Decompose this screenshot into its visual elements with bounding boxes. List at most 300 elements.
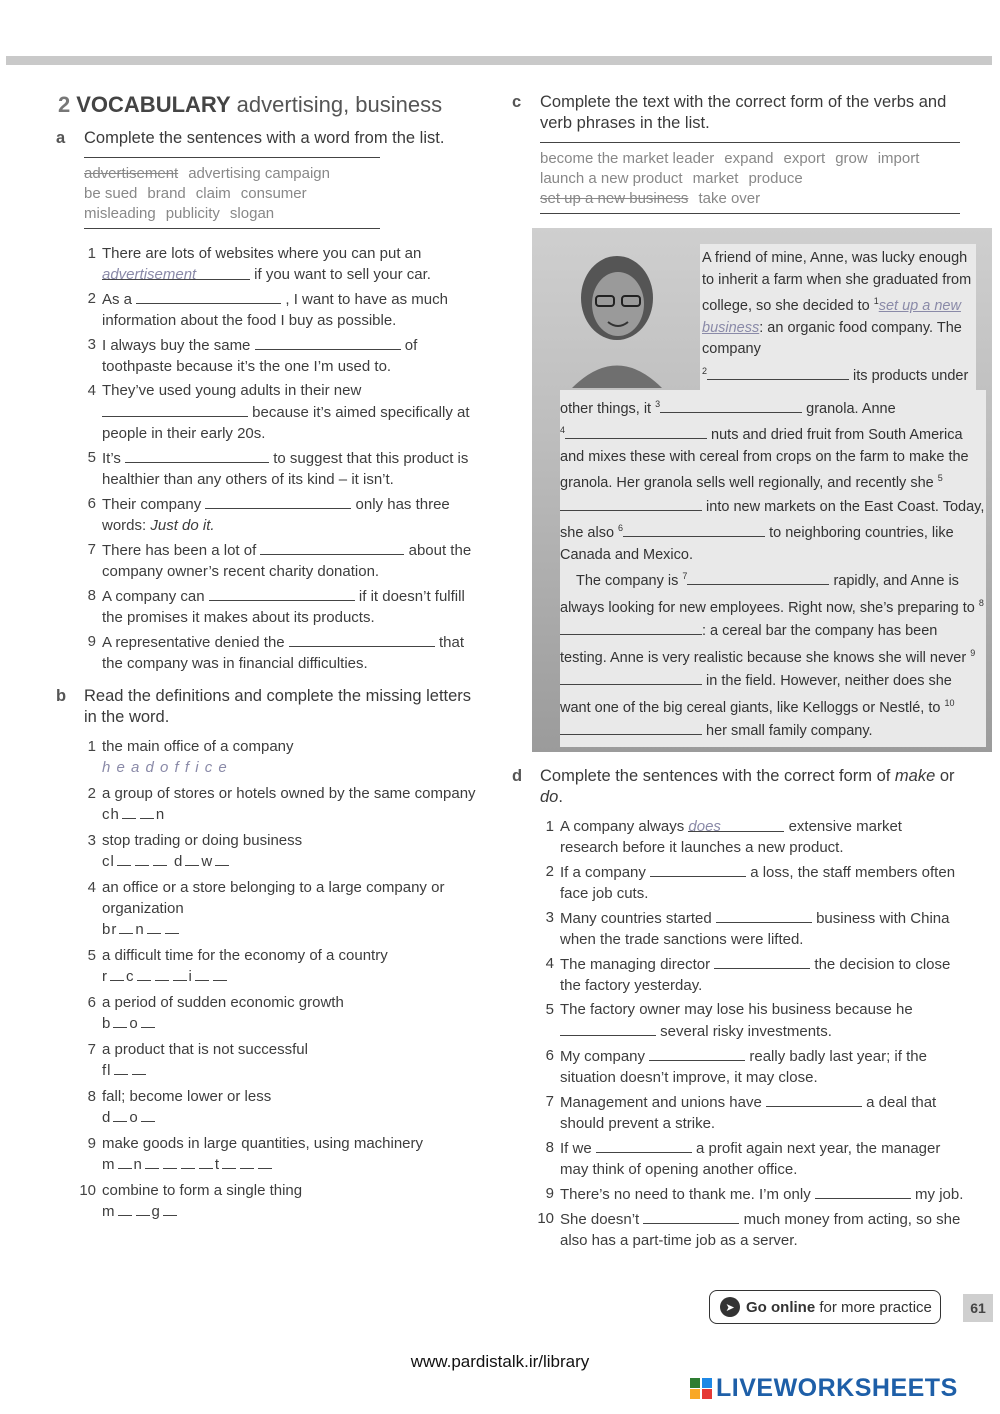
answer-blank[interactable] bbox=[766, 1091, 862, 1107]
exercise-a-item bbox=[76, 631, 488, 674]
blank-number: 2 bbox=[702, 365, 708, 376]
item-text bbox=[560, 999, 964, 1042]
item-text-pre: Many countries started bbox=[560, 910, 716, 927]
item-text-pre: There are lots of websites where you can put an bbox=[102, 245, 422, 262]
word-list-item: become the market leader bbox=[540, 150, 715, 167]
item-text bbox=[560, 907, 964, 950]
exercise-b-letter: b bbox=[56, 687, 67, 705]
item-text bbox=[102, 585, 488, 628]
given-letters: n bbox=[155, 806, 166, 823]
letter-blank[interactable] bbox=[147, 919, 161, 934]
letter-blank[interactable] bbox=[163, 1201, 177, 1216]
given-letters: o bbox=[129, 1109, 139, 1126]
given-letters: c bbox=[126, 968, 135, 985]
item-text-post: a loss, the staff members often face job cuts. bbox=[560, 864, 956, 902]
definition-text: a group of stores or hotels owned by the same company bbox=[102, 785, 476, 802]
item-text-pre: A representative denied the bbox=[102, 634, 289, 651]
item-text bbox=[102, 945, 488, 988]
letter-blank[interactable] bbox=[140, 804, 154, 819]
letter-blank[interactable] bbox=[113, 1107, 127, 1122]
item-text-post: much money from acting, so she also has a part-time job as a server. bbox=[560, 1211, 961, 1249]
item-number: 2 bbox=[87, 290, 96, 307]
item-text-pre: It’s bbox=[102, 450, 126, 467]
item-text bbox=[102, 493, 488, 536]
example-answer: h e a d o f f i c e bbox=[102, 759, 228, 776]
exercise-b-item bbox=[76, 736, 488, 779]
answer-blank[interactable] bbox=[649, 1045, 745, 1061]
item-text bbox=[102, 1039, 488, 1082]
letter-blank[interactable] bbox=[135, 851, 149, 866]
item-number: 4 bbox=[87, 382, 96, 399]
exercise-a-instruction bbox=[48, 128, 488, 149]
definition-text: a product that is not successful bbox=[102, 1041, 308, 1058]
story-blank-9[interactable] bbox=[560, 669, 702, 685]
answer-blank[interactable] bbox=[102, 401, 248, 417]
answer-blank[interactable] bbox=[643, 1208, 739, 1224]
exercise-b-item bbox=[76, 783, 488, 826]
item-text-pre: My company bbox=[560, 1048, 650, 1065]
word-list-item: slogan bbox=[229, 205, 275, 222]
item-text-pre: She doesn’t bbox=[560, 1211, 644, 1228]
given-letters: cl bbox=[102, 853, 115, 870]
word-list-item: consumer bbox=[240, 185, 307, 202]
item-text-pre: The factory owner may lose his business because he bbox=[560, 1001, 913, 1018]
word-list-item: advertisement bbox=[84, 165, 179, 182]
item-number: 4 bbox=[87, 879, 96, 896]
definition-text: combine to form a single thing bbox=[102, 1182, 303, 1199]
definition-text: the main office of a company bbox=[102, 738, 294, 755]
item-number: 5 bbox=[545, 1001, 554, 1018]
left-column bbox=[48, 92, 488, 1227]
definition-text: make goods in large quantities, using machinery bbox=[102, 1135, 424, 1152]
section-title: VOCABULARY bbox=[76, 92, 231, 117]
item-number: 4 bbox=[545, 955, 554, 972]
exercise-d-item bbox=[532, 999, 964, 1042]
item-text-pre: I always buy the same bbox=[102, 337, 255, 354]
missing-letters-word[interactable] bbox=[102, 851, 488, 873]
item-number: 8 bbox=[545, 1139, 554, 1156]
go-online-label bbox=[746, 1299, 932, 1316]
given-letters: b bbox=[102, 1015, 112, 1032]
item-text bbox=[102, 736, 488, 779]
item-text bbox=[102, 1133, 488, 1176]
answer-blank[interactable] bbox=[255, 334, 401, 350]
definition-text: an office or a store belonging to a large company or organization bbox=[102, 879, 445, 917]
given-letters: w bbox=[201, 853, 214, 870]
blank-number: 5 bbox=[937, 473, 943, 484]
item-text-post: really badly last year; if the situation doesn’t improve, it may close. bbox=[560, 1048, 927, 1086]
item-text-post: to suggest that this product is healthier than any others of its kind – it isn’t. bbox=[102, 450, 469, 488]
item-text bbox=[560, 1091, 964, 1134]
blank-number: 10 bbox=[944, 697, 955, 708]
answer-blank[interactable] bbox=[209, 585, 355, 601]
letter-blank[interactable] bbox=[132, 1060, 146, 1075]
item-text-post: only has three words: bbox=[102, 496, 450, 534]
blank-number: 1 bbox=[873, 296, 879, 307]
missing-letters-word[interactable] bbox=[102, 1060, 488, 1082]
given-letters: r bbox=[102, 968, 108, 985]
exercise-d-item bbox=[532, 861, 964, 904]
item-text bbox=[560, 861, 964, 904]
word-list-item: import bbox=[877, 150, 920, 167]
letter-blank[interactable] bbox=[110, 966, 124, 981]
story-blank-10[interactable] bbox=[560, 719, 702, 735]
word-list-item: set up a new business bbox=[540, 190, 689, 207]
item-text bbox=[560, 1045, 964, 1088]
item-text-italic: Just do it. bbox=[150, 517, 215, 534]
item-text bbox=[102, 1180, 488, 1223]
letter-blank[interactable] bbox=[222, 1154, 236, 1169]
item-number: 5 bbox=[87, 947, 96, 964]
exercise-b-item bbox=[76, 1086, 488, 1129]
item-number: 6 bbox=[87, 495, 96, 512]
section-number: 2 bbox=[58, 92, 71, 117]
exercise-a-letter: a bbox=[56, 129, 66, 147]
item-number: 2 bbox=[87, 785, 96, 802]
letter-blank[interactable] bbox=[122, 804, 136, 819]
exercise-b-item bbox=[76, 992, 488, 1035]
story-blank-1[interactable]: set up a new business bbox=[702, 298, 961, 336]
word-list-item: brand bbox=[147, 185, 186, 202]
exercise-b-item bbox=[76, 1039, 488, 1082]
item-text-post: because it’s aimed specifically at people in their early 20s. bbox=[102, 404, 470, 442]
story-part: in the field. However, neither does she want one of the big cereal giants, like Kelloggs or Nestlé, to bbox=[560, 673, 952, 716]
missing-letters-word[interactable] bbox=[102, 1154, 488, 1176]
source-url[interactable]: www.pardistalk.ir/library bbox=[410, 1352, 590, 1371]
exercise-d-instruction bbox=[504, 766, 964, 808]
exercise-a-item bbox=[76, 334, 488, 377]
exercise-b-item bbox=[76, 945, 488, 988]
letter-blank[interactable] bbox=[118, 1201, 132, 1216]
exercise-c-text: Complete the text with the correct form of the verbs and verb phrases in the list. bbox=[540, 93, 947, 132]
story-part: rapidly, and Anne is always looking for new employees. Right now, she’s preparing to bbox=[560, 573, 975, 616]
item-number: 8 bbox=[87, 587, 96, 604]
missing-letters-word[interactable] bbox=[102, 1201, 488, 1223]
item-number: 3 bbox=[545, 909, 554, 926]
item-number: 8 bbox=[87, 1088, 96, 1105]
item-text bbox=[102, 447, 488, 490]
answer-blank[interactable] bbox=[716, 907, 812, 923]
answer-blank[interactable] bbox=[136, 288, 281, 304]
answer-blank[interactable]: advertisement bbox=[102, 264, 250, 280]
missing-letters-word[interactable] bbox=[102, 804, 488, 826]
answer-blank[interactable] bbox=[714, 953, 810, 969]
story-blank-8[interactable] bbox=[560, 619, 702, 635]
exercise-d-letter: d bbox=[512, 767, 523, 785]
item-text bbox=[102, 243, 488, 285]
word-list-item: expand bbox=[724, 150, 774, 167]
answer-blank[interactable]: does bbox=[688, 816, 784, 832]
item-text-post: business with China when the trade sanctions were lifted. bbox=[560, 910, 950, 948]
exercise-a-item bbox=[76, 243, 488, 285]
item-text-post: about the company owner’s recent charity donation. bbox=[102, 542, 472, 580]
letter-blank[interactable] bbox=[258, 1154, 272, 1169]
exercise-a-text: Complete the sentences with a word from the list. bbox=[84, 129, 445, 147]
exercise-d-item bbox=[532, 816, 964, 858]
exercise-c-word-list bbox=[540, 142, 960, 214]
missing-letters-word[interactable] bbox=[102, 1107, 488, 1129]
exercise-b-text: Read the definitions and complete the missing letters in the word. bbox=[84, 687, 472, 726]
liveworksheets-grid-icon bbox=[690, 1378, 712, 1400]
exercise-b-instruction bbox=[48, 686, 488, 728]
given-letters: t bbox=[214, 1156, 221, 1173]
item-text-pre: Their company bbox=[102, 496, 206, 513]
letter-blank[interactable] bbox=[195, 966, 209, 981]
go-online-button[interactable] bbox=[709, 1290, 941, 1324]
exercise-b-item bbox=[76, 877, 488, 941]
item-text bbox=[102, 288, 488, 331]
story-part: The company is bbox=[576, 573, 679, 590]
letter-blank[interactable] bbox=[185, 851, 199, 866]
letter-blank[interactable] bbox=[118, 1154, 132, 1169]
word-list-item: export bbox=[783, 150, 826, 167]
letter-blank[interactable] bbox=[173, 966, 187, 981]
blank-number: 3 bbox=[655, 399, 661, 409]
story-blank-6[interactable] bbox=[623, 521, 765, 537]
word-list-item: take over bbox=[698, 190, 761, 207]
story-text-top bbox=[700, 244, 976, 409]
exercise-a-item bbox=[76, 380, 488, 444]
exercise-a-item bbox=[76, 585, 488, 628]
story-part: granola. Anne bbox=[806, 400, 896, 417]
story-blank-2[interactable] bbox=[707, 364, 849, 380]
item-number: 6 bbox=[545, 1047, 554, 1064]
story-text-bottom bbox=[560, 390, 986, 747]
answer-blank[interactable] bbox=[560, 1020, 656, 1036]
definition-text: stop trading or doing business bbox=[102, 832, 303, 849]
story-part: : a cereal bar the company has been testing. Anne is very realistic because she knows she will never bbox=[560, 623, 967, 666]
item-text-post: extensive market research before it launches a new product. bbox=[560, 818, 902, 856]
letter-blank[interactable] bbox=[141, 1013, 155, 1028]
item-text-pre: If a company bbox=[560, 864, 651, 881]
exercise-d-item bbox=[532, 1208, 964, 1251]
item-text-post: if it doesn’t fulfill the promises it makes about its products. bbox=[102, 588, 465, 626]
given-letters: o bbox=[129, 1015, 139, 1032]
instruction-do: do bbox=[540, 788, 559, 806]
story-photo-panel bbox=[532, 228, 992, 752]
item-text-post: a profit again next year, the manager may think of opening another office. bbox=[560, 1140, 941, 1178]
item-number: 3 bbox=[87, 336, 96, 353]
letter-blank[interactable] bbox=[240, 1154, 254, 1169]
story-part: nuts and dried fruit from South America and mixes these with cereal from crops on the farm to make the granola. Her granola sells well regionally, and recently she bbox=[560, 427, 969, 492]
liveworksheets-logo[interactable] bbox=[690, 1374, 958, 1403]
item-text-pre: The managing director bbox=[560, 956, 715, 973]
given-letters: br bbox=[102, 921, 118, 938]
word-list-item: misleading bbox=[84, 205, 156, 222]
item-text bbox=[102, 631, 488, 674]
blank-number: 6 bbox=[618, 523, 624, 534]
story-part: her small family company. bbox=[706, 723, 873, 740]
word-list-item: advertising campaign bbox=[188, 165, 330, 182]
item-text bbox=[102, 1086, 488, 1129]
exercise-a-item bbox=[76, 539, 488, 582]
page-number: 61 bbox=[963, 1294, 993, 1322]
answer-blank[interactable] bbox=[650, 861, 746, 877]
story-part: A friend of mine, Anne, was lucky enough to inherit a farm when she graduated from college, so she decided to bbox=[702, 250, 972, 315]
exercise-d-item bbox=[532, 953, 964, 996]
given-letters: n bbox=[135, 921, 145, 938]
story-blank-3[interactable] bbox=[660, 397, 802, 413]
item-number: 10 bbox=[79, 1182, 96, 1199]
given-letters: fl bbox=[102, 1062, 112, 1079]
letter-blank[interactable] bbox=[213, 966, 227, 981]
blank-number: 4 bbox=[560, 425, 566, 436]
instruction-part: or bbox=[935, 767, 955, 785]
letter-blank[interactable] bbox=[137, 966, 151, 981]
definition-text: a period of sudden economic growth bbox=[102, 994, 344, 1011]
letter-blank[interactable] bbox=[153, 851, 167, 866]
item-text-post: that the company was in financial difficulties. bbox=[102, 634, 464, 672]
exercise-a-word-list bbox=[84, 157, 380, 229]
letter-blank[interactable] bbox=[163, 1154, 177, 1169]
item-text bbox=[102, 992, 488, 1035]
answer-blank[interactable] bbox=[125, 447, 269, 463]
blank-number: 9 bbox=[970, 647, 976, 658]
story-part: its products under bbox=[853, 367, 969, 384]
answer-blank[interactable] bbox=[289, 631, 435, 647]
exercise-d-item bbox=[532, 1137, 964, 1180]
letter-blank[interactable] bbox=[119, 919, 133, 934]
letter-blank[interactable] bbox=[114, 1060, 128, 1075]
section-subtitle: advertising, business bbox=[236, 92, 443, 117]
item-number: 1 bbox=[545, 818, 554, 835]
item-text-post: several risky investments. bbox=[656, 1023, 832, 1040]
item-text-pre: If we bbox=[560, 1140, 596, 1157]
missing-letters-word[interactable] bbox=[102, 1013, 488, 1035]
exercise-a-item bbox=[76, 447, 488, 490]
missing-letters-word[interactable] bbox=[102, 966, 488, 988]
item-text-pre: Management and unions have bbox=[560, 1094, 766, 1111]
letter-blank[interactable] bbox=[117, 851, 131, 866]
top-border-bar bbox=[6, 56, 992, 65]
exercise-c-instruction bbox=[504, 92, 964, 134]
exercise-c-letter: c bbox=[512, 93, 522, 111]
answer-blank[interactable] bbox=[205, 493, 351, 509]
missing-letters-word[interactable] bbox=[102, 919, 488, 941]
item-text bbox=[102, 334, 488, 377]
exercise-b-item bbox=[76, 1180, 488, 1223]
item-text-pre: As a bbox=[102, 291, 137, 308]
definition-text: a difficult time for the economy of a country bbox=[102, 947, 388, 964]
blank-number: 7 bbox=[682, 571, 688, 582]
item-text bbox=[102, 877, 488, 941]
story-part: to neighboring countries, like Canada and Mexico. bbox=[560, 525, 954, 563]
item-text bbox=[102, 830, 488, 873]
item-text-pre: A company always bbox=[560, 818, 689, 835]
exercise-d-item bbox=[532, 907, 964, 950]
item-text-post: a deal that should prevent a strike. bbox=[560, 1094, 937, 1132]
item-number: 7 bbox=[87, 1041, 96, 1058]
exercise-a-items bbox=[76, 243, 488, 674]
item-text bbox=[102, 539, 488, 582]
answer-blank[interactable] bbox=[260, 539, 404, 555]
item-number: 2 bbox=[545, 863, 554, 880]
answer-blank[interactable] bbox=[815, 1183, 911, 1199]
item-text bbox=[560, 816, 964, 858]
item-text bbox=[102, 783, 488, 826]
given-letters: n bbox=[133, 1156, 143, 1173]
item-number: 7 bbox=[545, 1093, 554, 1110]
letter-blank[interactable] bbox=[199, 1154, 213, 1169]
word-list-item: publicity bbox=[165, 205, 220, 222]
exercise-d-item bbox=[532, 1091, 964, 1134]
item-number: 9 bbox=[87, 1135, 96, 1152]
given-letters: ch bbox=[102, 806, 120, 823]
item-text-post: the decision to close the factory yesterday. bbox=[560, 956, 951, 994]
word-list-item: be sued bbox=[84, 185, 138, 202]
item-number: 7 bbox=[87, 541, 96, 558]
letter-blank[interactable] bbox=[145, 1154, 159, 1169]
word-list-item: claim bbox=[195, 185, 231, 202]
go-online-rest: for more practice bbox=[815, 1298, 932, 1316]
go-online-bold: Go online bbox=[746, 1298, 816, 1316]
story-blank-5[interactable] bbox=[560, 495, 702, 511]
item-text-pre: They’ve used young adults in their new bbox=[102, 382, 362, 399]
exercise-d-item bbox=[532, 1183, 964, 1205]
exercise-b-items bbox=[76, 736, 488, 1223]
liveworksheets-brand: LIVEWORKSHEETS bbox=[716, 1374, 958, 1402]
letter-blank[interactable] bbox=[141, 1107, 155, 1122]
blank-number: 8 bbox=[978, 597, 984, 608]
story-part: other things, it bbox=[560, 400, 652, 417]
missing-letters-word[interactable] bbox=[102, 757, 488, 779]
letter-blank[interactable] bbox=[136, 1201, 150, 1216]
given-letters: i bbox=[188, 968, 193, 985]
letter-blank[interactable] bbox=[113, 1013, 127, 1028]
exercise-a-item bbox=[76, 493, 488, 536]
letter-blank[interactable] bbox=[215, 851, 229, 866]
letter-blank[interactable] bbox=[165, 919, 179, 934]
cursor-icon: ➤ bbox=[720, 1297, 740, 1317]
given-letters: m bbox=[102, 1203, 116, 1220]
word-list-item: grow bbox=[835, 150, 868, 167]
definition-text: fall; become lower or less bbox=[102, 1088, 272, 1105]
instruction-make: make bbox=[894, 767, 936, 785]
given-letters: g bbox=[151, 1203, 161, 1220]
story-blank-4[interactable] bbox=[565, 423, 707, 439]
item-text bbox=[102, 380, 488, 444]
item-text-pre: There has been a lot of bbox=[102, 542, 261, 559]
letter-blank[interactable] bbox=[155, 966, 169, 981]
item-text bbox=[560, 1137, 964, 1180]
exercise-d-item bbox=[532, 1045, 964, 1088]
item-text-post: if you want to sell your car. bbox=[250, 266, 431, 283]
vocabulary-heading bbox=[58, 92, 488, 118]
item-number: 10 bbox=[537, 1210, 554, 1227]
story-blank-7[interactable] bbox=[687, 569, 829, 585]
item-text bbox=[560, 953, 964, 996]
exercise-d-items bbox=[532, 816, 964, 1251]
item-text-post: of toothpaste because it’s the one I’m used to. bbox=[102, 337, 418, 375]
exercise-d-text: Complete the sentences with the correct form of make or do. bbox=[540, 767, 955, 806]
letter-blank[interactable] bbox=[181, 1154, 195, 1169]
item-number: 1 bbox=[87, 245, 96, 262]
item-number: 5 bbox=[87, 449, 96, 466]
given-letters: d bbox=[168, 853, 184, 870]
exercise-b-item bbox=[76, 830, 488, 873]
story-part: into new markets on the East Coast. Today, she also bbox=[560, 498, 985, 542]
answer-blank[interactable] bbox=[596, 1137, 692, 1153]
exercise-a-item bbox=[76, 288, 488, 331]
exercise-b-item bbox=[76, 1133, 488, 1176]
given-letters: d bbox=[102, 1109, 112, 1126]
story-part: : an organic food company. The company bbox=[702, 319, 962, 358]
item-number: 1 bbox=[87, 738, 96, 755]
woman-photo-icon bbox=[552, 238, 682, 388]
item-number: 9 bbox=[545, 1185, 554, 1202]
word-list-item: market bbox=[692, 170, 739, 187]
item-number: 3 bbox=[87, 832, 96, 849]
